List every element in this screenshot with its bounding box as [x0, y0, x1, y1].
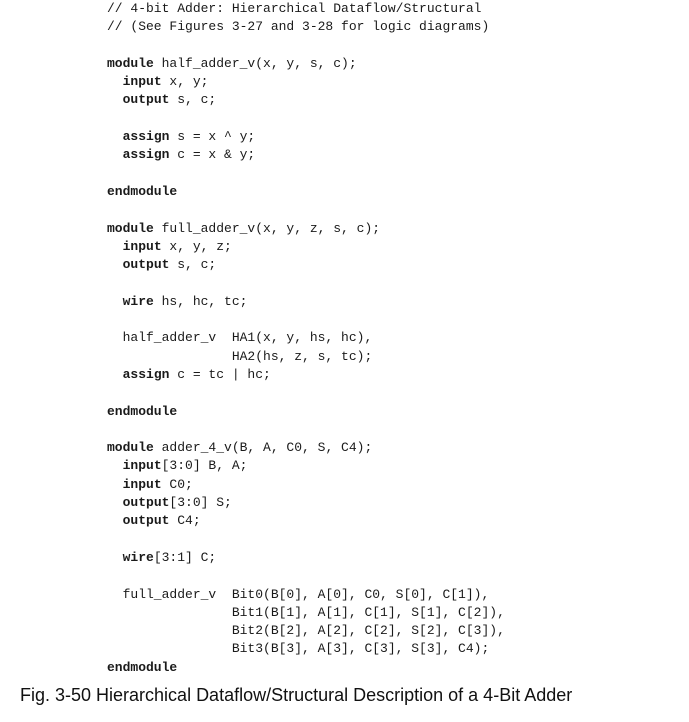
code-text: Bit1(B[1], A[1], C[1], S[1], C[2]), — [107, 604, 505, 620]
code-text: c = x & y; — [169, 147, 256, 163]
code-text: [3:0] S; — [169, 495, 232, 511]
code-text: [3:1] C; — [153, 549, 217, 565]
code-text: Bit3(B[3], A[3], C[3], S[3], C4); — [107, 641, 490, 657]
code-line — [107, 274, 505, 292]
code-line — [107, 91, 505, 109]
code-keyword: module — [107, 55, 154, 71]
code-keyword: wire — [122, 549, 154, 565]
code-text — [107, 458, 123, 473]
code-line — [107, 366, 505, 384]
code-text — [107, 147, 123, 162]
code-keyword: endmodule — [107, 659, 178, 675]
code-line — [107, 586, 505, 604]
code-line — [107, 165, 505, 183]
verilog-code-listing — [107, 0, 505, 677]
code-line — [107, 18, 505, 36]
code-line — [107, 403, 505, 421]
code-text: hs, hc, tc; — [153, 293, 248, 309]
code-line — [107, 512, 505, 530]
code-line — [107, 183, 505, 201]
code-line — [107, 476, 505, 494]
code-text: Bit2(B[2], A[2], C[2], S[2], C[3]), — [107, 623, 505, 639]
code-keyword: wire — [122, 293, 154, 309]
code-line — [107, 110, 505, 128]
figure-caption: Fig. 3-50 Hierarchical Dataflow/Structural Description of a 4-Bit Adder — [20, 685, 573, 705]
code-text: adder_4_v(B, A, C0, S, C4); — [153, 440, 373, 456]
code-line — [107, 567, 505, 585]
code-line — [107, 439, 505, 457]
code-text: half_adder_v(x, y, s, c); — [153, 55, 357, 71]
code-keyword: input — [122, 458, 162, 474]
code-keyword: endmodule — [107, 183, 178, 199]
code-keyword: output — [122, 257, 170, 273]
code-keyword: assign — [122, 129, 170, 145]
code-text — [107, 294, 123, 309]
code-text: s, c; — [169, 92, 217, 108]
code-line — [107, 384, 505, 402]
code-line — [107, 293, 505, 311]
code-text: full_adder_v Bit0(B[0], A[0], C0, S[0], C[1]), — [107, 586, 490, 602]
code-line — [107, 659, 505, 677]
code-line — [107, 146, 505, 164]
code-keyword: output — [122, 92, 170, 108]
code-keyword: assign — [122, 147, 170, 163]
code-line — [107, 220, 505, 238]
code-line — [107, 421, 505, 439]
code-keyword: output — [122, 513, 170, 529]
code-text: s, c; — [169, 257, 217, 273]
code-text: x, y; — [161, 74, 209, 90]
code-line — [107, 0, 505, 18]
code-line — [107, 128, 505, 146]
code-keyword: module — [107, 440, 154, 456]
code-line — [107, 73, 505, 91]
code-line — [107, 494, 505, 512]
code-text — [107, 495, 123, 510]
code-text: C4; — [169, 513, 201, 529]
code-text: full_adder_v(x, y, z, s, c); — [153, 220, 381, 236]
code-keyword: output — [122, 495, 170, 511]
code-text: half_adder_v HA1(x, y, hs, hc), — [107, 330, 373, 346]
code-text: s = x ^ y; — [169, 129, 256, 145]
code-text — [107, 74, 123, 89]
code-text: HA2(hs, z, s, tc); — [107, 348, 373, 364]
code-line — [107, 604, 505, 622]
code-keyword: module — [107, 220, 154, 236]
code-text — [107, 239, 123, 254]
code-line — [107, 55, 505, 73]
code-text — [107, 92, 123, 107]
code-keyword: input — [122, 476, 162, 492]
code-text: c = tc | hc; — [169, 366, 271, 382]
code-line — [107, 201, 505, 219]
code-text — [107, 513, 123, 528]
code-line — [107, 311, 505, 329]
code-keyword: assign — [122, 366, 170, 382]
code-keyword: endmodule — [107, 403, 178, 419]
code-line — [107, 640, 505, 658]
code-line — [107, 256, 505, 274]
code-text: // (See Figures 3-27 and 3-28 for logic diagrams) — [107, 19, 490, 35]
code-keyword: input — [122, 238, 162, 254]
code-text: x, y, z; — [161, 238, 232, 254]
code-line — [107, 329, 505, 347]
code-line — [107, 549, 505, 567]
code-line — [107, 37, 505, 55]
code-keyword: input — [122, 74, 162, 90]
code-line — [107, 457, 505, 475]
code-line — [107, 348, 505, 366]
code-text — [107, 477, 123, 492]
code-text: [3:0] B, A; — [161, 458, 248, 474]
code-text — [107, 550, 123, 565]
code-line — [107, 531, 505, 549]
code-line — [107, 238, 505, 256]
code-line — [107, 622, 505, 640]
code-text — [107, 367, 123, 382]
code-text — [107, 129, 123, 144]
code-text — [107, 257, 123, 272]
code-text: // 4-bit Adder: Hierarchical Dataflow/Structural — [107, 1, 482, 16]
code-text: C0; — [161, 476, 193, 492]
